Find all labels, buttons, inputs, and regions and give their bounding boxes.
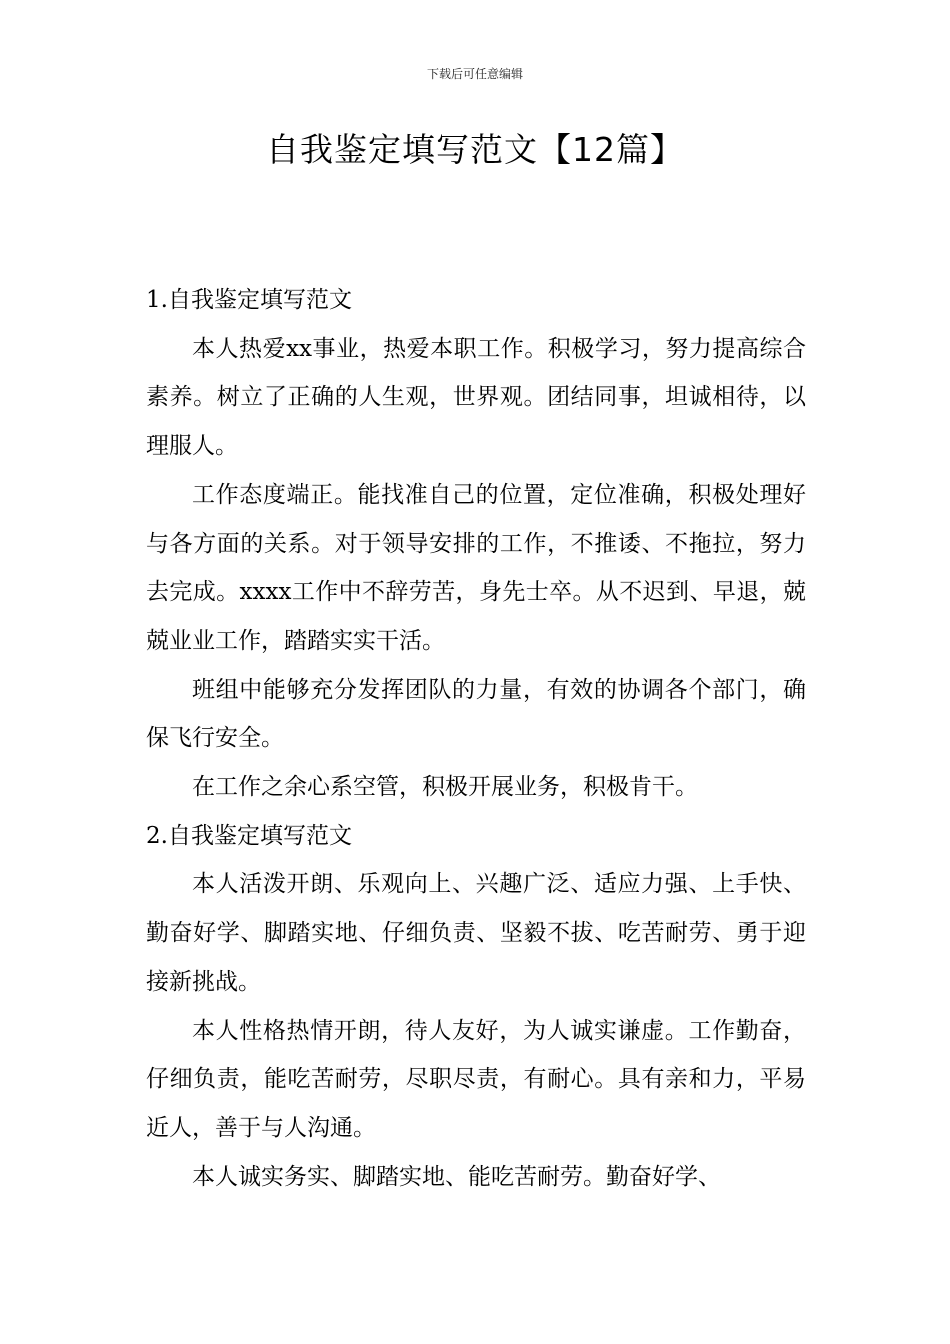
section-1-paragraph-4: 在工作之余心系空管，积极开展业务，积极肯干。	[192, 774, 698, 801]
section-1-paragraph-3: 班组中能够充分发挥团队的力量，有效的协调各个部门，确保飞行安全。	[146, 676, 806, 752]
header-note: 下载后可任意编辑	[426, 67, 523, 81]
section-2-paragraph-1: 本人活泼开朗、乐观向上、兴趣广泛、适应力强、上手快、勤奋好学、脚踏实地、仔细负责、坚毅不拔、吃苦耐劳、勇于迎接新挑战。	[146, 871, 806, 995]
section-1-heading: 1.自我鉴定填写范文	[146, 287, 352, 313]
section-2-paragraph-3: 本人诚实务实、脚踏实地、能吃苦耐劳。勤奋好学、	[192, 1163, 721, 1190]
section-1-paragraph-1: 本人热爱xx事业，热爱本职工作。积极学习，努力提高综合素养。树立了正确的人生观，世界观。团结同事，坦诚相待，以理服人。	[146, 335, 806, 460]
section-2-heading: 2.自我鉴定填写范文	[146, 822, 352, 849]
document-body	[146, 276, 806, 1201]
section-1-paragraph-2: 工作态度端正。能找准自己的位置，定位准确，积极处理好与各方面的关系。对于领导安排的工作，不推诿、不拖拉，努力去完成。xxxx工作中不辞劳苦，身先士卒。从不迟到、早退，兢兢业业工作，踏踏实实干活。	[146, 481, 806, 654]
document-title: 自我鉴定填写范文【12篇】	[266, 130, 684, 169]
section-2-paragraph-2: 本人性格热情开朗，待人友好，为人诚实谦虚。工作勤奋，仔细负责，能吃苦耐劳，尽职尽责，有耐心。具有亲和力，平易近人，善于与人沟通。	[146, 1017, 806, 1141]
